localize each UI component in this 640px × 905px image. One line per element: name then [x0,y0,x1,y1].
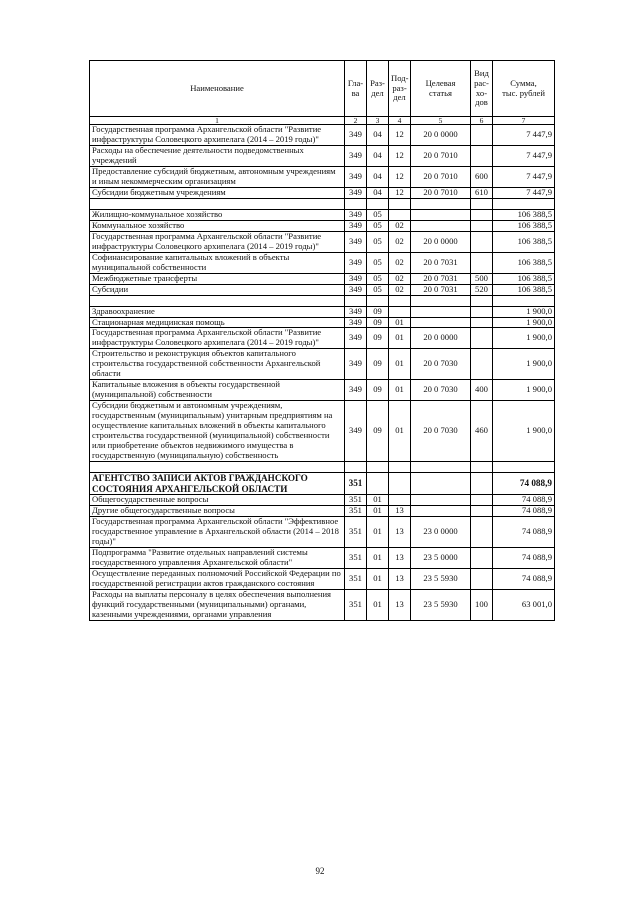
table-row [90,590,555,621]
row-vid [471,306,493,317]
row-summa: 106 388,5 [493,231,555,252]
row-summa: 106 388,5 [493,284,555,295]
row-vid [471,569,493,590]
row-podrazdel: 13 [389,506,411,517]
row-celevaya [411,198,471,209]
col-header-vid: Вид рас- хо- дов [471,61,493,117]
table-row [90,328,555,349]
row-glava: 349 [345,145,367,166]
table-row [90,166,555,187]
row-summa: 7 447,9 [493,187,555,198]
row-vid [471,231,493,252]
table-row [90,220,555,231]
row-name [90,295,345,306]
row-celevaya: 20 0 0000 [411,125,471,146]
row-razdel: 05 [367,220,389,231]
row-name: АГЕНТСТВО ЗАПИСИ АКТОВ ГРАЖДАНСКОГО СОСТОЯНИЯ АРХАНГЕЛЬСКОЙ ОБЛАСТИ [90,473,345,495]
row-glava: 351 [345,548,367,569]
table-row [90,495,555,506]
row-glava: 351 [345,506,367,517]
row-name: Государственная программа Архангельской области "Развитие инфраструктуры Соловецкого архипелага (2014 – 2019 годы)" [90,125,345,146]
col-header-summa: Сумма, тыс. рублей [493,61,555,117]
row-razdel: 09 [367,349,389,380]
col-index: 2 [345,117,367,125]
column-index-row [90,117,555,125]
row-name: Расходы на обеспечение деятельности подведомственных учреждений [90,145,345,166]
row-celevaya: 20 0 7031 [411,252,471,273]
row-glava: 351 [345,569,367,590]
row-summa: 1 900,0 [493,401,555,462]
row-vid: 610 [471,187,493,198]
row-glava: 349 [345,380,367,401]
row-podrazdel: 12 [389,166,411,187]
row-glava: 349 [345,209,367,220]
row-summa [493,198,555,209]
row-razdel: 05 [367,252,389,273]
row-summa: 106 388,5 [493,209,555,220]
col-header-razdel: Раз- дел [367,61,389,117]
row-razdel: 09 [367,401,389,462]
table-row [90,317,555,328]
row-razdel: 01 [367,517,389,548]
table-row [90,569,555,590]
row-celevaya: 20 0 7031 [411,273,471,284]
row-name: Строительство и реконструкция объектов капитального строительства государственной собственности Архангельской области [90,349,345,380]
row-summa: 1 900,0 [493,306,555,317]
row-razdel: 05 [367,284,389,295]
col-index: 6 [471,117,493,125]
row-razdel: 05 [367,273,389,284]
row-celevaya [411,220,471,231]
row-name: Капитальные вложения в объекты государственной (муниципальной) собственности [90,380,345,401]
budget-table [89,60,555,621]
row-celevaya [411,495,471,506]
table-row [90,231,555,252]
row-celevaya [411,462,471,473]
row-razdel: 05 [367,231,389,252]
row-vid [471,495,493,506]
row-razdel: 01 [367,495,389,506]
row-vid [471,220,493,231]
row-name: Осуществление переданных полномочий Российской Федерации по государственной регистрации актов гражданского состояния [90,569,345,590]
row-summa: 106 388,5 [493,273,555,284]
table-row [90,252,555,273]
row-summa: 74 088,9 [493,517,555,548]
row-celevaya [411,317,471,328]
table-row [90,284,555,295]
row-name: Жилищно-коммунальное хозяйство [90,209,345,220]
row-vid [471,145,493,166]
row-vid [471,517,493,548]
table-body [90,125,555,621]
row-vid: 500 [471,273,493,284]
table-row [90,349,555,380]
col-header-glava: Гла- ва [345,61,367,117]
col-header-name: Наименование [90,61,345,117]
row-podrazdel: 01 [389,349,411,380]
row-vid [471,349,493,380]
spacer-row [90,198,555,209]
row-vid: 520 [471,284,493,295]
row-celevaya [411,295,471,306]
row-summa: 106 388,5 [493,220,555,231]
row-razdel: 01 [367,569,389,590]
row-celevaya: 23 0 0000 [411,517,471,548]
row-glava: 349 [345,220,367,231]
row-name: Субсидии бюджетным учреждениям [90,187,345,198]
spacer-row [90,295,555,306]
row-glava [345,462,367,473]
row-podrazdel: 13 [389,517,411,548]
row-vid [471,317,493,328]
row-podrazdel: 01 [389,328,411,349]
row-celevaya [411,506,471,517]
row-razdel [367,295,389,306]
table-row [90,473,555,495]
row-celevaya: 20 0 7010 [411,166,471,187]
row-summa: 106 388,5 [493,252,555,273]
row-summa: 74 088,9 [493,569,555,590]
row-razdel: 09 [367,328,389,349]
row-name: Субсидии бюджетным и автономным учреждениям, государственным (муниципальным) унитарным предприятиям на осуществление капитальных вложений в объекты капитального строительства государственной (муниципальной) собственности или приобретение объектов недвижимого имущества в государственную (муниципальную) собственность [90,401,345,462]
row-summa: 7 447,9 [493,125,555,146]
row-podrazdel: 13 [389,548,411,569]
col-index: 1 [90,117,345,125]
row-podrazdel [389,495,411,506]
row-podrazdel [389,295,411,306]
row-vid: 400 [471,380,493,401]
col-index: 3 [367,117,389,125]
row-vid: 600 [471,166,493,187]
row-podrazdel [389,198,411,209]
row-glava: 349 [345,317,367,328]
table-row [90,209,555,220]
row-razdel: 05 [367,209,389,220]
row-glava: 349 [345,273,367,284]
row-vid [471,198,493,209]
row-podrazdel: 12 [389,125,411,146]
row-celevaya: 20 0 7030 [411,380,471,401]
row-podrazdel: 01 [389,317,411,328]
row-razdel: 01 [367,590,389,621]
row-vid [471,328,493,349]
row-summa: 74 088,9 [493,548,555,569]
row-celevaya: 20 0 7010 [411,187,471,198]
row-razdel [367,462,389,473]
row-podrazdel: 13 [389,569,411,590]
table-row [90,306,555,317]
row-summa [493,462,555,473]
row-name: Государственная программа Архангельской области "Эффективное государственное управление в Архангельской области (2014 – 2018 годы)" [90,517,345,548]
row-summa: 74 088,9 [493,473,555,495]
table-row [90,401,555,462]
row-summa: 1 900,0 [493,317,555,328]
col-index: 4 [389,117,411,125]
row-podrazdel [389,306,411,317]
row-glava: 351 [345,495,367,506]
row-podrazdel: 12 [389,145,411,166]
row-name: Субсидии [90,284,345,295]
row-glava: 351 [345,590,367,621]
row-summa: 7 447,9 [493,145,555,166]
row-razdel: 01 [367,506,389,517]
row-razdel: 04 [367,166,389,187]
row-razdel: 04 [367,125,389,146]
row-name: Расходы на выплаты персоналу в целях обеспечения выполнения функций государственными (муниципальными) органами, казенными учреждениями, органами управления [90,590,345,621]
table-row [90,125,555,146]
row-vid [471,252,493,273]
table-row [90,548,555,569]
row-glava: 349 [345,349,367,380]
row-summa: 7 447,9 [493,166,555,187]
table-row [90,187,555,198]
row-name: Предоставление субсидий бюджетным, автономным учреждениям и иным некоммерческим организациям [90,166,345,187]
row-vid [471,473,493,495]
row-podrazdel: 02 [389,284,411,295]
row-podrazdel: 02 [389,220,411,231]
row-name [90,462,345,473]
row-podrazdel: 13 [389,590,411,621]
row-vid [471,506,493,517]
row-celevaya: 20 0 7010 [411,145,471,166]
row-celevaya: 20 0 0000 [411,328,471,349]
row-name [90,198,345,209]
table-row [90,517,555,548]
row-summa: 1 900,0 [493,328,555,349]
page-number: 92 [315,866,325,876]
row-podrazdel [389,473,411,495]
col-header-celevaya: Целевая статья [411,61,471,117]
table-row [90,273,555,284]
row-summa: 74 088,9 [493,495,555,506]
row-name: Государственная программа Архангельской области "Развитие инфраструктуры Соловецкого архипелага (2014 – 2019 годы)" [90,328,345,349]
row-podrazdel: 02 [389,273,411,284]
row-podrazdel [389,462,411,473]
table-row [90,506,555,517]
row-name: Софинансирование капитальных вложений в объекты муниципальной собственности [90,252,345,273]
row-glava: 349 [345,306,367,317]
row-razdel: 09 [367,317,389,328]
row-podrazdel: 01 [389,401,411,462]
row-glava: 351 [345,517,367,548]
row-name: Другие общегосударственные вопросы [90,506,345,517]
row-podrazdel: 02 [389,231,411,252]
row-razdel [367,473,389,495]
row-summa: 63 001,0 [493,590,555,621]
row-celevaya: 20 0 7030 [411,349,471,380]
row-name: Стационарная медицинская помощь [90,317,345,328]
row-summa: 74 088,9 [493,506,555,517]
row-celevaya: 23 5 0000 [411,548,471,569]
row-podrazdel: 02 [389,252,411,273]
row-glava: 349 [345,252,367,273]
row-glava: 349 [345,166,367,187]
row-razdel: 01 [367,548,389,569]
row-name: Подпрограмма "Развитие отдельных направлений системы государственного управления Архангельской области" [90,548,345,569]
row-glava: 349 [345,328,367,349]
row-summa [493,295,555,306]
row-name: Коммунальное хозяйство [90,220,345,231]
table-row [90,380,555,401]
table-row [90,145,555,166]
table-header-row [90,61,555,117]
row-glava [345,295,367,306]
row-summa: 1 900,0 [493,349,555,380]
row-vid [471,462,493,473]
row-celevaya [411,209,471,220]
row-glava: 351 [345,473,367,495]
row-celevaya [411,473,471,495]
row-razdel: 04 [367,187,389,198]
spacer-row [90,462,555,473]
row-vid [471,295,493,306]
row-name: Межбюджетные трансферты [90,273,345,284]
row-glava: 349 [345,231,367,252]
row-celevaya: 23 5 5930 [411,569,471,590]
row-razdel: 09 [367,306,389,317]
row-summa: 1 900,0 [493,380,555,401]
row-celevaya [411,306,471,317]
row-razdel: 09 [367,380,389,401]
row-vid: 100 [471,590,493,621]
row-glava: 349 [345,401,367,462]
col-index: 5 [411,117,471,125]
row-glava: 349 [345,284,367,295]
row-vid [471,209,493,220]
row-vid [471,548,493,569]
row-name: Общегосударственные вопросы [90,495,345,506]
row-razdel: 04 [367,145,389,166]
row-vid: 460 [471,401,493,462]
row-celevaya: 23 5 5930 [411,590,471,621]
row-glava: 349 [345,125,367,146]
row-name: Здравоохранение [90,306,345,317]
row-razdel [367,198,389,209]
row-glava [345,198,367,209]
row-podrazdel [389,209,411,220]
col-header-podrazdel: Под- раз- дел [389,61,411,117]
row-podrazdel: 01 [389,380,411,401]
row-vid [471,125,493,146]
row-name: Государственная программа Архангельской области "Развитие инфраструктуры Соловецкого архипелага (2014 – 2019 годы)" [90,231,345,252]
col-index: 7 [493,117,555,125]
row-glava: 349 [345,187,367,198]
row-podrazdel: 12 [389,187,411,198]
row-celevaya: 20 0 7031 [411,284,471,295]
row-celevaya: 20 0 0000 [411,231,471,252]
row-celevaya: 20 0 7030 [411,401,471,462]
